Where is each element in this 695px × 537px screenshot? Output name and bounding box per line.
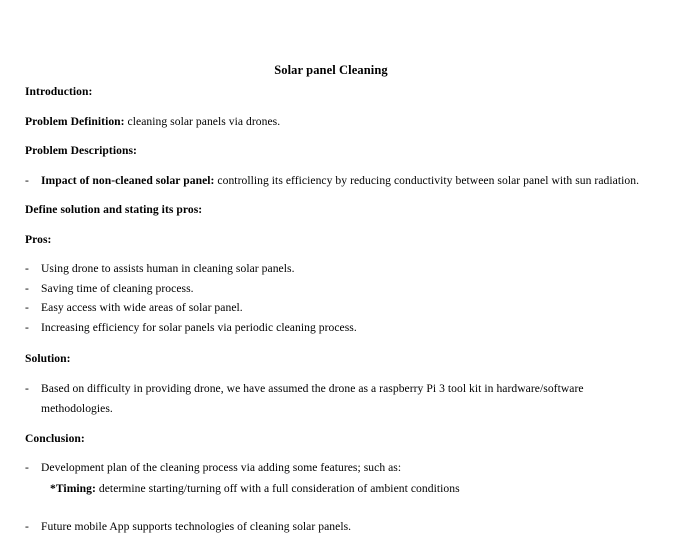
heading-pros: Pros: <box>25 230 643 251</box>
bullet-impact <box>25 171 643 192</box>
problem-definition-label: Problem Definition: <box>25 115 125 128</box>
pros-list <box>25 259 643 337</box>
spacer <box>25 250 643 259</box>
problem-definition-text: cleaning solar panels via drones. <box>125 115 281 128</box>
list-item <box>25 298 643 318</box>
list-item <box>25 318 643 338</box>
heading-introduction: Introduction: <box>25 82 643 103</box>
conclusion-sub-line <box>41 479 643 498</box>
bullet-conclusion-1 <box>25 458 643 498</box>
bullet-marker-icon: - <box>25 318 29 339</box>
spacer <box>25 449 643 458</box>
heading-define-solution: Define solution and stating its pros: <box>25 200 643 221</box>
list-item-label: Increasing efficiency for solar panels via periodic cleaning process. <box>41 321 357 334</box>
list-item <box>25 279 643 299</box>
spacer <box>25 337 643 349</box>
conclusion-sub-lead: *Timing: <box>50 482 96 495</box>
heading-problem-descriptions: Problem Descriptions: <box>25 141 643 162</box>
heading-conclusion: Conclusion: <box>25 429 643 450</box>
spacer <box>25 498 643 517</box>
bullet-impact-lead: Impact of non-cleaned solar panel: <box>41 174 214 187</box>
bullet-marker-icon: - <box>25 458 29 479</box>
bullet-conclusion-1-text: Development plan of the cleaning process via adding some features; such as: <box>41 461 401 474</box>
list-item <box>25 259 643 279</box>
bullet-marker-icon: - <box>25 517 29 537</box>
bullet-impact-text: controlling its efficiency by reducing conductivity between solar panel with sun radiation. <box>214 174 639 187</box>
list-item-label: Easy access with wide areas of solar panel. <box>41 301 243 314</box>
spacer <box>25 162 643 171</box>
document-body <box>25 62 643 537</box>
spacer <box>25 370 643 379</box>
bullet-marker-icon: - <box>25 298 29 319</box>
page-title: Solar panel Cleaning <box>25 62 643 78</box>
list-item-label: Saving time of cleaning process. <box>41 282 194 295</box>
bullet-marker-icon: - <box>25 279 29 300</box>
heading-solution: Solution: <box>25 349 643 370</box>
bullet-conclusion-2 <box>25 517 643 537</box>
spacer <box>25 103 643 112</box>
conclusion-sub-text: determine starting/turning off with a full consideration of ambient conditions <box>96 482 460 495</box>
bullet-solution <box>25 379 621 420</box>
problem-definition-line <box>25 112 643 133</box>
bullet-solution-text: Based on difficulty in providing drone, we have assumed the drone as a raspberry Pi 3 tool kit in hardware/software methodologies. <box>41 382 584 416</box>
spacer <box>25 420 643 429</box>
spacer <box>25 132 643 141</box>
spacer <box>25 191 643 200</box>
bullet-conclusion-2-text: Future mobile App supports technologies of cleaning solar panels. <box>41 520 351 533</box>
bullet-marker-icon: - <box>25 379 29 400</box>
bullet-marker-icon: - <box>25 259 29 280</box>
list-item-label: Using drone to assists human in cleaning solar panels. <box>41 262 295 275</box>
bullet-marker-icon: - <box>25 171 29 192</box>
spacer <box>25 221 643 230</box>
